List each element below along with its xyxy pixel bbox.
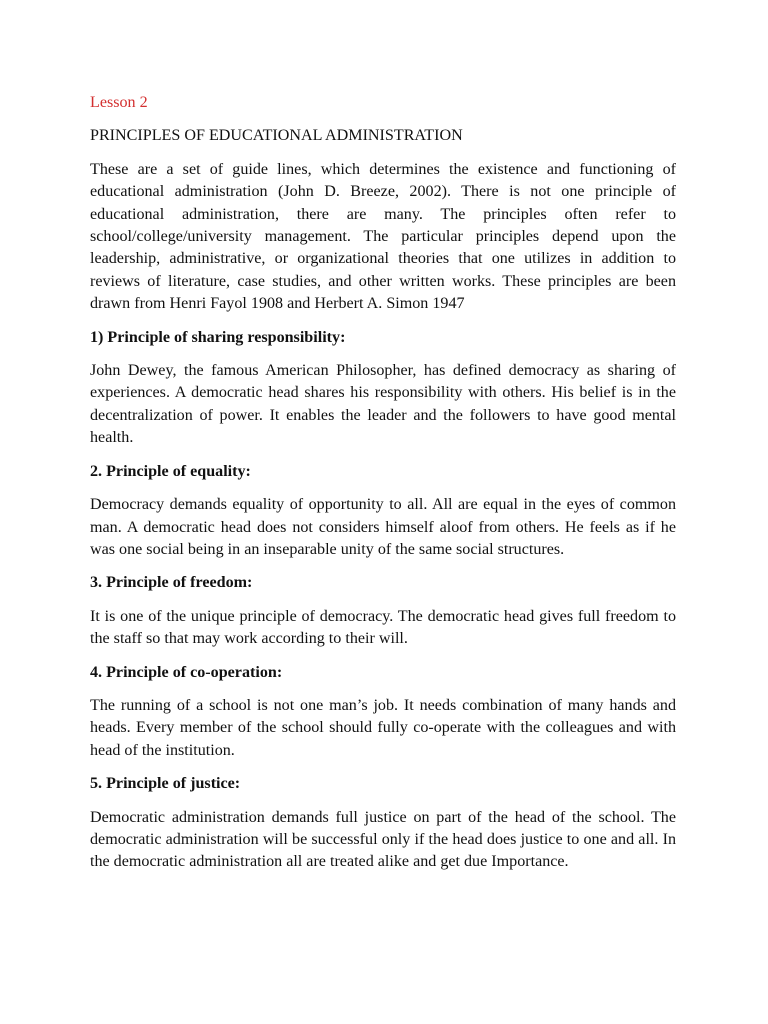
section-body-justice: Democratic administration demands full justice on part of the head of the school. The democratic administration will be successful only if the head does justice to one and all. In the democratic administration all are treated alike and get due Importance.	[90, 808, 676, 871]
document-page	[90, 92, 676, 885]
section-heading-justice: 5. Principle of justice:	[90, 775, 241, 793]
lesson-label: Lesson 2	[90, 94, 148, 111]
section-heading-sharing-responsibility: 1) Principle of sharing responsibility:	[90, 328, 346, 346]
section-body-co-operation: The running of a school is not one man’s job. It needs combination of many hands and heads. Every member of the school should fully co-operate with the colleagues and with head of the institution.	[90, 696, 676, 759]
section-heading-co-operation: 4. Principle of co-operation:	[90, 663, 283, 681]
document-title: PRINCIPLES OF EDUCATIONAL ADMINISTRATION	[90, 127, 463, 145]
intro-paragraph: These are a set of guide lines, which determines the existence and functioning of educational administration (John D. Breeze, 2002). There is not one principle of educational administration, there are many. The principles often refer to school/college/university management. The particular principles depend upon the leadership, administrative, or organizational theories that one utilizes in addition to reviews of literature, case studies, and other written works. These principles are been drawn from Henri Fayol 1908 and Herbert A. Simon 1947	[90, 160, 676, 313]
section-heading-equality: 2. Principle of equality:	[90, 462, 251, 480]
section-body-sharing-responsibility: John Dewey, the famous American Philosopher, has defined democracy as sharing of experiences. A democratic head shares his responsibility with others. His belief is in the decentralization of power. It enables the leader and the followers to have good mental health.	[90, 362, 676, 447]
section-body-equality: Democracy demands equality of opportunity to all. All are equal in the eyes of common man. A democratic head does not considers himself aloof from others. He feels as if he was one social being in an inseparable unity of the same social structures.	[90, 496, 676, 558]
section-body-freedom: It is one of the unique principle of democracy. The democratic head gives full freedom to the staff so that may work according to their will.	[90, 607, 676, 648]
section-heading-freedom: 3. Principle of freedom:	[90, 574, 253, 592]
